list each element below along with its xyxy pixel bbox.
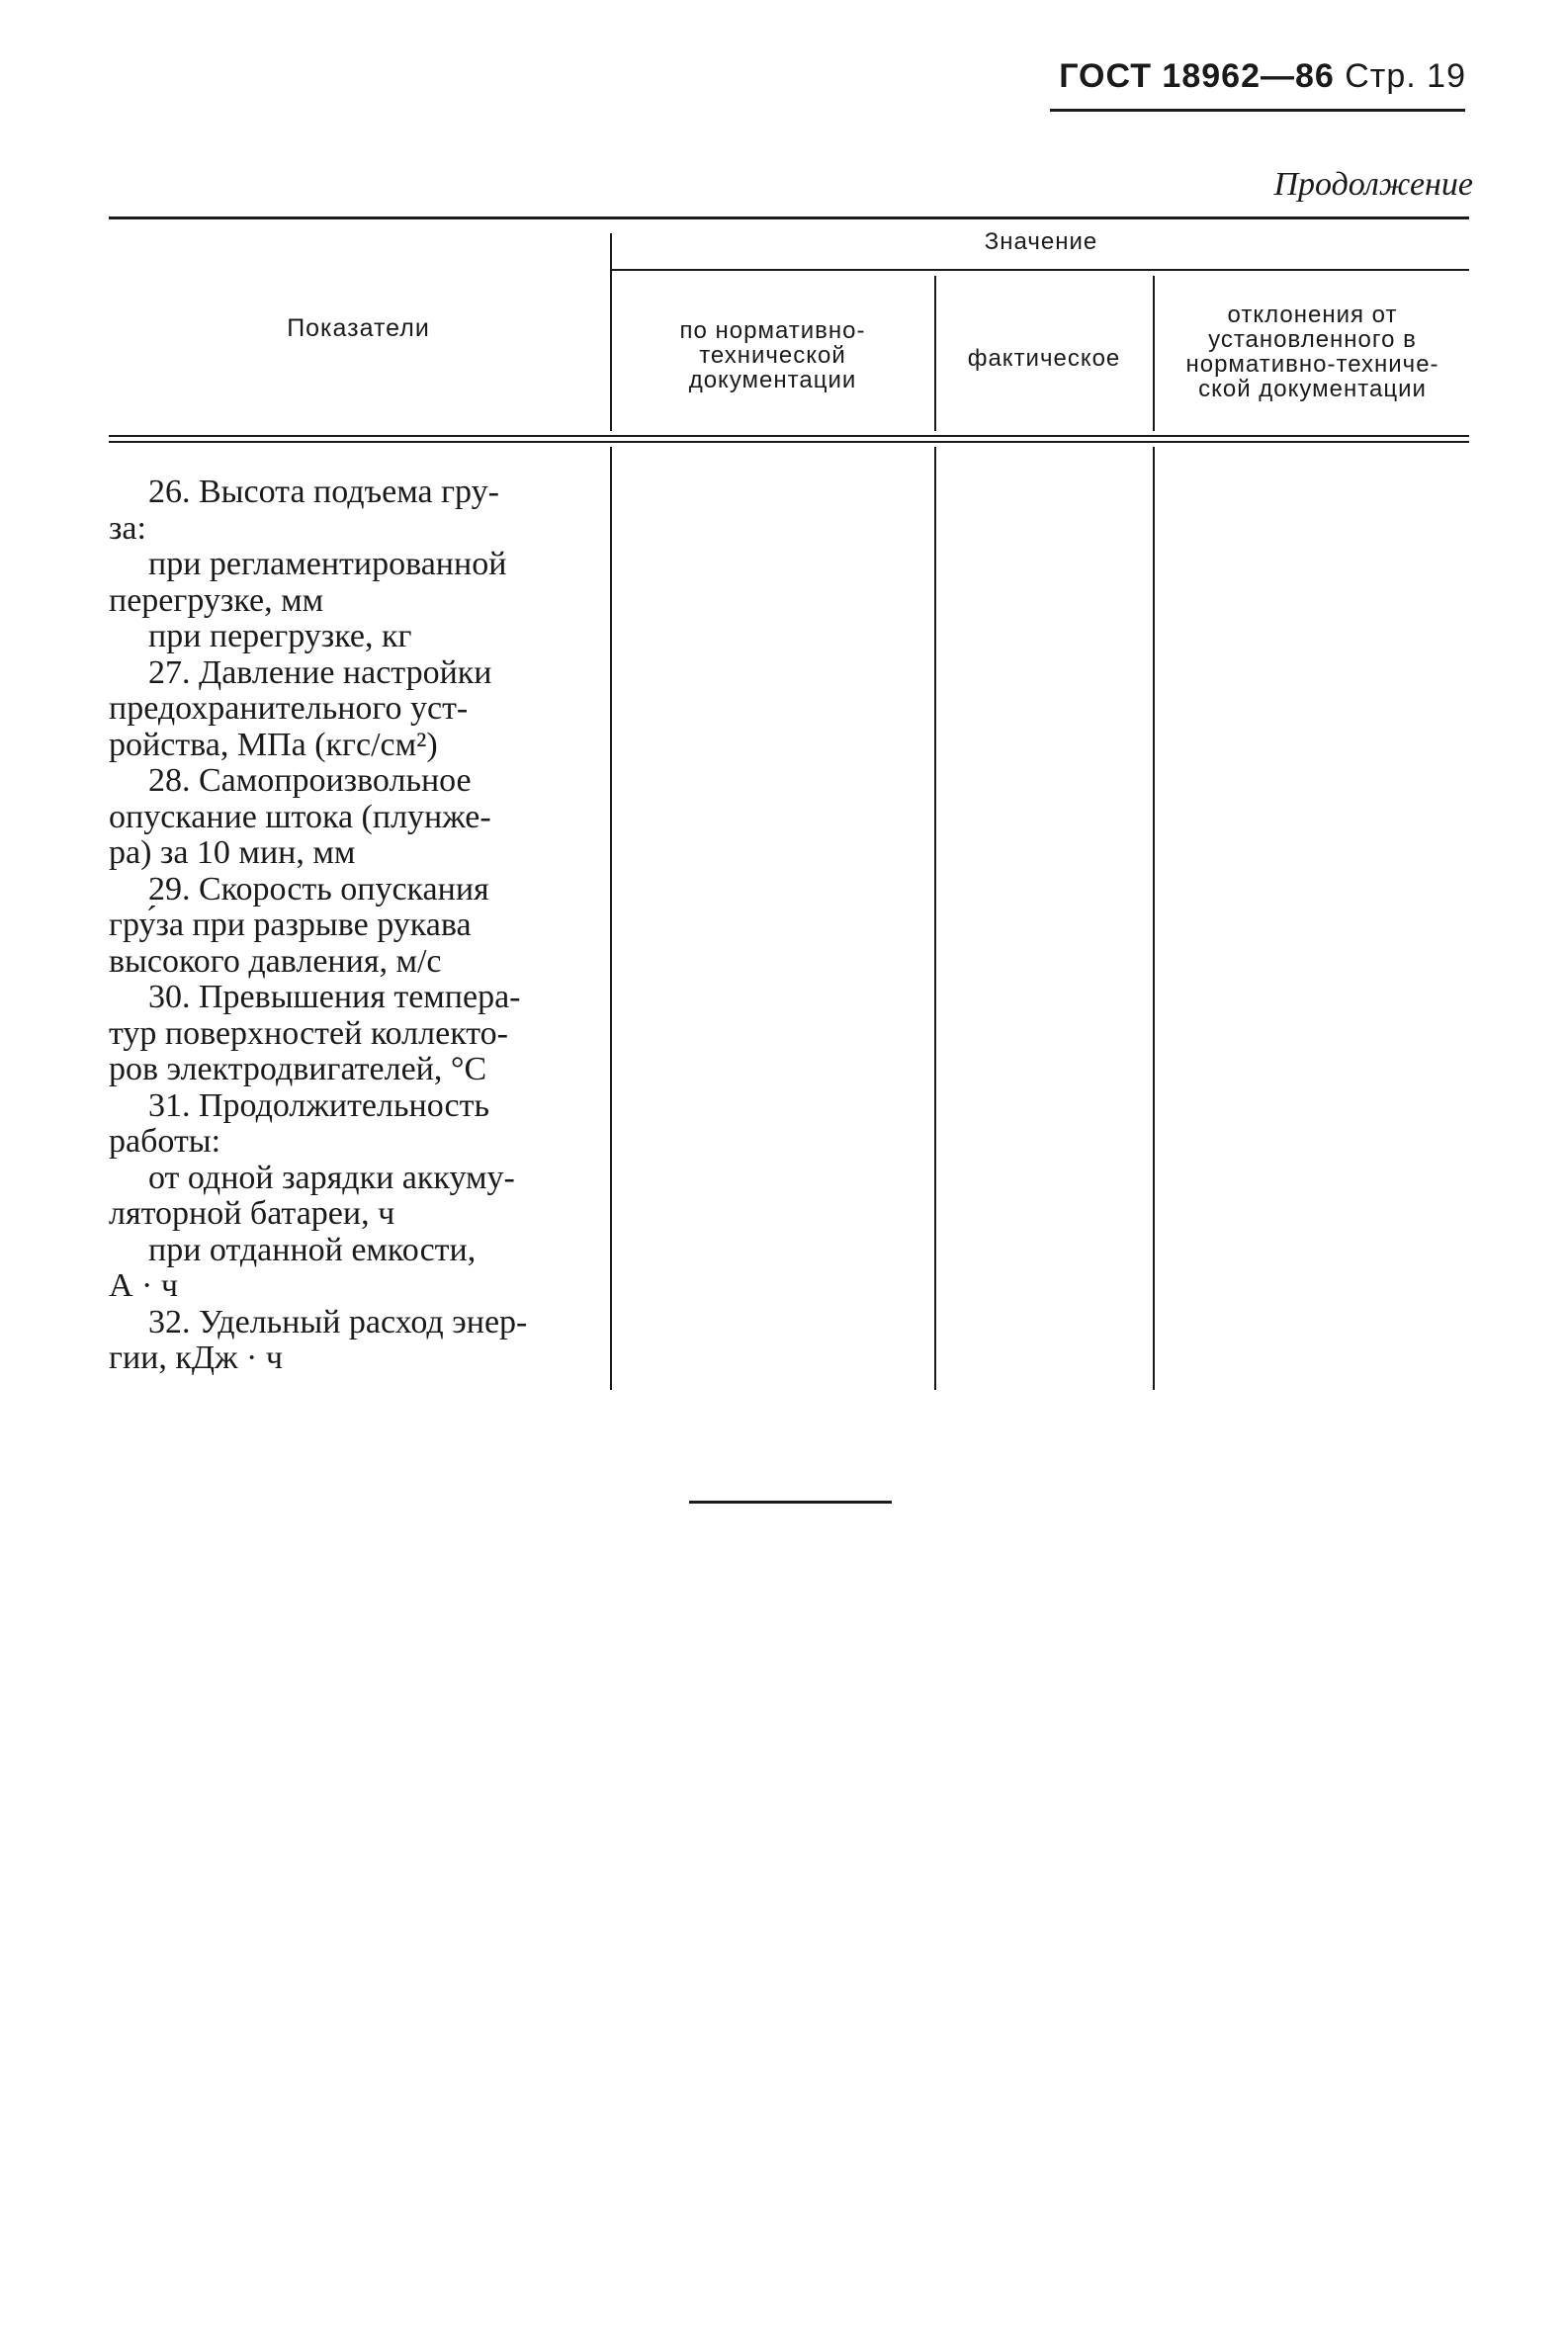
subheader-deviation xyxy=(1156,303,1469,401)
indicator-text: опускание штока (плунже- xyxy=(109,798,491,835)
indicator-subitem: при перегрузке, кг xyxy=(148,618,412,654)
indicator-row xyxy=(109,1305,583,1377)
standard-number: ГОСТ 18962—86 xyxy=(1059,57,1335,95)
column-header-indicators: Показатели xyxy=(287,314,430,342)
indicator-text: 32. Удельный расход энер- xyxy=(148,1303,528,1340)
column-divider xyxy=(610,233,612,431)
indicator-text: ров электродвигателей, °С xyxy=(109,1051,487,1087)
indicator-text: 31. Продолжительность xyxy=(148,1086,489,1124)
indicator-row xyxy=(109,872,583,981)
indicator-text: 27. Давление настройки xyxy=(148,653,492,691)
indicator-subitem: при отданной емкости, xyxy=(148,1231,477,1268)
column-divider xyxy=(934,447,936,1390)
indicator-row xyxy=(109,1088,583,1305)
column-header-value: Значение xyxy=(984,228,1098,255)
indicator-text: за: xyxy=(109,509,146,547)
indicator-subitem: ляторной батареи, ч xyxy=(109,1195,395,1232)
indicator-text: гии, кДж · ч xyxy=(109,1340,283,1376)
indicator-text: 30. Превышения темпера- xyxy=(148,979,521,1015)
end-of-table-rule xyxy=(689,1501,892,1504)
indicator-text: ройства, МПа (кгс/см²) xyxy=(109,726,438,763)
indicator-subitem: от одной зарядки аккуму- xyxy=(148,1159,515,1196)
indicator-row xyxy=(109,475,583,655)
indicator-subitem: перегрузке, мм xyxy=(109,581,324,619)
header-rule-2 xyxy=(109,441,1469,443)
subheader-deviation-line: отклонения от xyxy=(1227,302,1398,328)
indicator-list xyxy=(109,475,583,1377)
indicator-text: гру́за при разрыве рукава xyxy=(109,907,472,943)
indicator-subitem: А · ч xyxy=(109,1267,178,1304)
page-number: Стр. 19 xyxy=(1345,57,1466,95)
header-underline xyxy=(1050,109,1465,112)
indicator-row xyxy=(109,655,583,764)
subheader-normative xyxy=(613,318,932,392)
header-rule-1 xyxy=(109,435,1469,437)
column-divider xyxy=(934,276,936,431)
indicator-row xyxy=(109,763,583,872)
page-header xyxy=(1059,57,1466,96)
indicator-row xyxy=(109,980,583,1088)
continuation-label: Продолжение xyxy=(1273,166,1473,203)
indicator-text: высокого давления, м/с xyxy=(109,942,442,980)
indicator-text: 26. Высота подъема гру- xyxy=(148,474,499,510)
value-group-rule xyxy=(611,269,1469,271)
indicator-subitem: при регламентированной xyxy=(148,546,507,582)
subheader-normative-line: по нормативно- xyxy=(679,317,866,344)
subheader-deviation-line: установленного в xyxy=(1208,326,1417,353)
indicator-text: тур поверхностей коллекто- xyxy=(109,1014,508,1052)
subheader-deviation-line: ской документации xyxy=(1198,376,1427,402)
column-divider xyxy=(1153,447,1155,1390)
indicator-text: 28. Самопроизвольное xyxy=(148,762,472,799)
subheader-deviation-line: нормативно-техниче- xyxy=(1185,351,1439,378)
column-divider xyxy=(1153,276,1155,431)
indicator-text: предохранительного уст- xyxy=(109,690,469,727)
indicator-text: 29. Скорость опускания xyxy=(148,870,489,908)
column-divider xyxy=(610,447,612,1390)
table-top-rule xyxy=(109,216,1469,219)
indicator-text: ра) за 10 мин, мм xyxy=(109,834,356,871)
subheader-actual: фактическое xyxy=(967,345,1121,372)
subheader-normative-line: технической xyxy=(699,342,846,369)
subheader-normative-line: документации xyxy=(688,367,857,393)
indicator-text: работы: xyxy=(109,1123,221,1160)
